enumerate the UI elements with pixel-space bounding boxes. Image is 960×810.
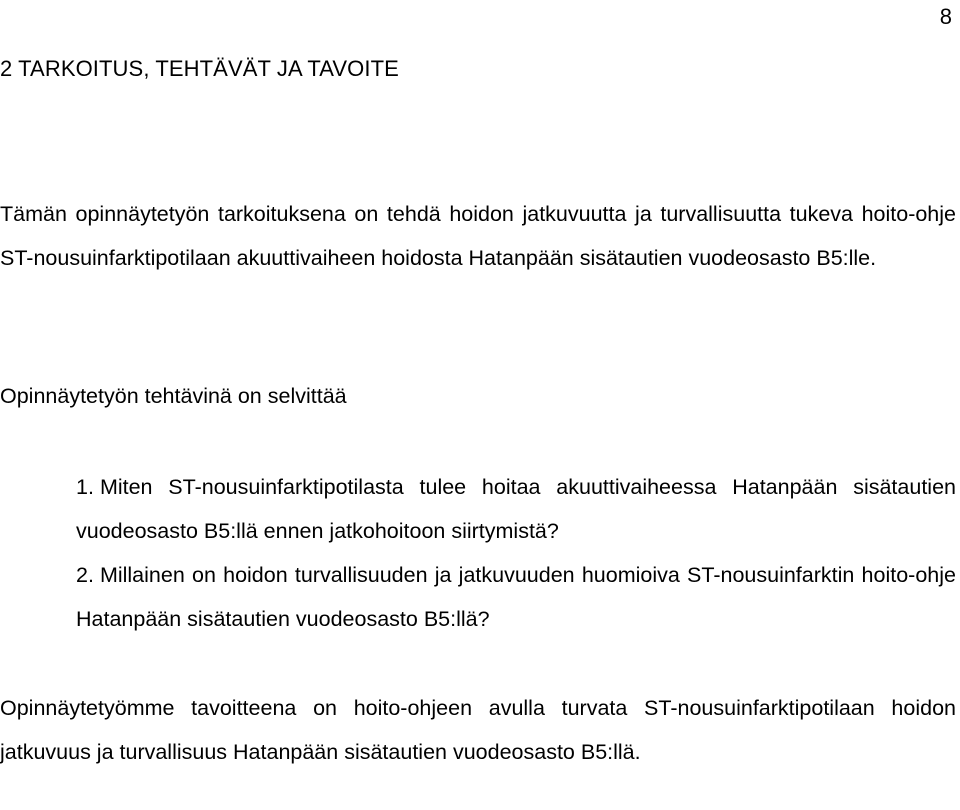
tasks-intro-paragraph: Opinnäytetyön tehtävinä on selvittää (0, 384, 347, 408)
tasks-list (76, 465, 956, 641)
list-item-text: Miten ST-nousuinfarktipotilasta tulee hoitaa akuuttivaiheessa Hatanpään sisätautien vuodeosasto B5:llä ennen jatkohoitoon siirtymistä? (76, 475, 956, 543)
list-item (76, 465, 956, 553)
chapter-heading: 2 TARKOITUS, TEHTÄVÄT JA TAVOITE (0, 56, 399, 81)
list-item-number: 2. (76, 563, 94, 587)
list-item (76, 553, 956, 641)
list-item-number: 1. (76, 475, 94, 499)
purpose-paragraph: Tämän opinnäytetyön tarkoituksena on tehdä hoidon jatkuvuutta ja turvallisuutta tukeva hoito-ohje ST-nousuinfarktipotilaan akuuttivaiheen hoidosta Hatanpään sisätautien vuodeosasto B5:lle. (0, 202, 956, 270)
page-number: 8 (939, 4, 952, 29)
list-item-text: Millainen on hoidon turvallisuuden ja jatkuvuuden huomioiva ST-nousuinfarktin hoito-ohje Hatanpään sisätautien vuodeosasto B5:llä? (76, 563, 956, 631)
goal-paragraph: Opinnäytetyömme tavoitteena on hoito-ohjeen avulla turvata ST-nousuinfarktipotilaan hoidon jatkuvuus ja turvallisuus Hatanpään sisätautien vuodeosasto B5:llä. (0, 696, 956, 764)
